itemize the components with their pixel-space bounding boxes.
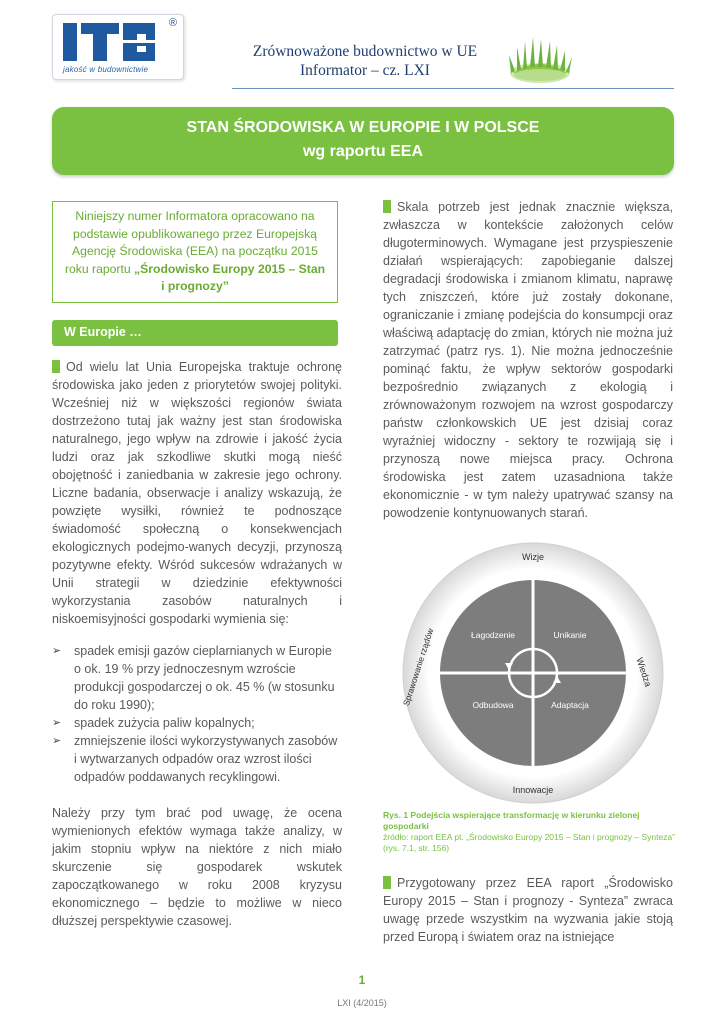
caption-title: Rys. 1 Podejścia wspierające transformację w kierunku zielonej gospodarki: [383, 810, 640, 831]
outer-label-knowledge: Wiedza: [634, 656, 654, 688]
title-banner: [52, 107, 674, 175]
left-p1-text: Od wielu lat Unia Europejska traktuje ochronę środowiska jako jeden z priorytetów swojej polityki. Wcześniej niż w większości regionów świata dostrzeżono tutaj jak ważny jest stan środowiska naturalnego, jego wpływ na zdrowie i jakość życia ludzi oraz jak szkodliwe skutki mogą nieść obojętność i zaniedbania w zakresie jego ochrony. Liczne badania, obserwacje i analizy wskazują, że powzięte wysiłki, również te podnoszące świadomość społeczną o konsekwencjach ekologicznych podejmo-wanych decyzji, przynoszą pozytywne efekty. Wśród sukcesów wdrażanych w Unii strategii w dziedzinie efektywności wykorzystania zasobów naturalnych i niskoemisyjności gospodarki wymienia się:: [52, 360, 342, 626]
figure-caption: [383, 810, 683, 854]
outer-label-vision: Wizje: [522, 552, 544, 562]
right-p2-text: Przygotowany przez EEA raport „Środowisko Europy 2015 – Stan i prognozy - Synteza” zwraca uwagę przede wszystkim na wyzwania jakie stoją przed Europą i światem oraz na istniejące: [383, 876, 673, 944]
outer-label-governance: Sprawowanie rządów: [400, 627, 436, 708]
intro-text: Niniejszy numer Informatora opracowano na podstawie opublikowanego przez Europejską Agencję Środowiska (EEA) na początku 2015 roku raportu: [64, 209, 318, 276]
quadrant-label-restoration: Odbudowa: [472, 700, 514, 710]
list-item: ➢ spadek zużycia paliw kopalnych;: [52, 714, 342, 732]
quadrant-label-mitigation: Łagodzenie: [471, 630, 515, 640]
right-paragraph-2: [383, 874, 673, 946]
page-number: 1: [358, 973, 366, 987]
achievements-list: [52, 642, 342, 786]
list-item: ➢ zmniejszenie ilości wykorzystywanych zasobów i wytwarzanych odpadów oraz wzrost ilości odpadów poddawanych recyklingowi.: [52, 732, 342, 786]
itb-logo-mark: [61, 21, 161, 63]
paragraph-marker: [383, 200, 391, 213]
registered-mark: ®: [168, 17, 177, 29]
itb-logo: [52, 14, 184, 80]
list-item: ➢ spadek emisji gazów cieplarnianych w Europie o ok. 19 % przy jednoczesnym wzroście produkcji gospodarczej o ok. 45 % (w stosunku do roku 1990);: [52, 642, 342, 714]
left-paragraph-2: Należy przy tym brać pod uwagę, że ocena wymienionych efektów wymaga także analizy, w jakim stopniu wpływ na niektóre z nich miało skurczenie się gospodarek wskutek zapoczątkowanego w roku 2008 kryzysu ekonomicznego – będzie to możliwe w nieco dłuższej perspektywie czasowej.: [52, 806, 342, 928]
paragraph-marker: [52, 360, 60, 373]
banner-title-line2: wg raportu EEA: [302, 143, 423, 160]
outer-label-innovation: Innowacje: [512, 785, 554, 795]
header-title-line2: Informator – cz. LXI: [300, 62, 430, 79]
paragraph-marker: [383, 876, 391, 889]
left-paragraph-1: [52, 358, 342, 628]
issue-code: LXI (4/2015): [337, 998, 387, 1008]
section-heading: W Europie …: [52, 320, 338, 346]
banner-title-line1: STAN ŚRODOWISKA W EUROPIE I W POLSCE: [186, 119, 540, 136]
header-titles: [232, 42, 498, 80]
right-paragraph-1: [383, 198, 673, 522]
right-p1-text: Skala potrzeb jest jednak znacznie większa, zwłaszcza w kontekście założonych celów długoterminowych. Wymagane jest przyspieszenie działań wspierających: zapobieganie dalszej degradacji środowiska i zmianom klimatu, naprawę tych zniszczeń, które już zostały dokonane, ograniczanie i zmianę podejścia do konsumpcji oraz właściwą adaptację do zmian, których nie można już zatrzymać (patrz rys. 1). Nie można jednocześnie pominąć faktu, że wpływ sektorów gospodarki bezpośrednio związanych z ekologią i zrównoważonym rozwojem na wzrost gospodarczy państw członkowskich UE jest dzisiaj coraz wyraźniej widoczny - sektory te rozwijają się i przynoszą nowe miejsca pracy. Ochrona środowiska jest zatem uzasadniona także ekonomicznie - w tym należy upatrywać szansy na powodzenie kontynuowanych starań.: [383, 200, 673, 520]
quadrant-label-adaptation: Adaptacja: [551, 700, 589, 710]
intro-box: [52, 201, 338, 303]
header-title-line1: Zrównoważone budownictwo w UE: [252, 43, 478, 60]
quadrant-label-avoidance: Unikanie: [553, 630, 587, 640]
intro-report-title: „Środowisko Europy 2015 – Stan i prognozy”: [134, 261, 326, 293]
header-rule: [232, 88, 674, 89]
green-globe-icon: [505, 35, 575, 85]
transformation-diagram: [393, 538, 673, 808]
logo-tagline: jakość w budownictwie: [63, 65, 149, 74]
caption-source: źródło: raport EEA pt. „Środowisko Europy 2015 – Stan i prognozy – Synteza” (rys. 7.1, str. 156): [383, 832, 675, 853]
